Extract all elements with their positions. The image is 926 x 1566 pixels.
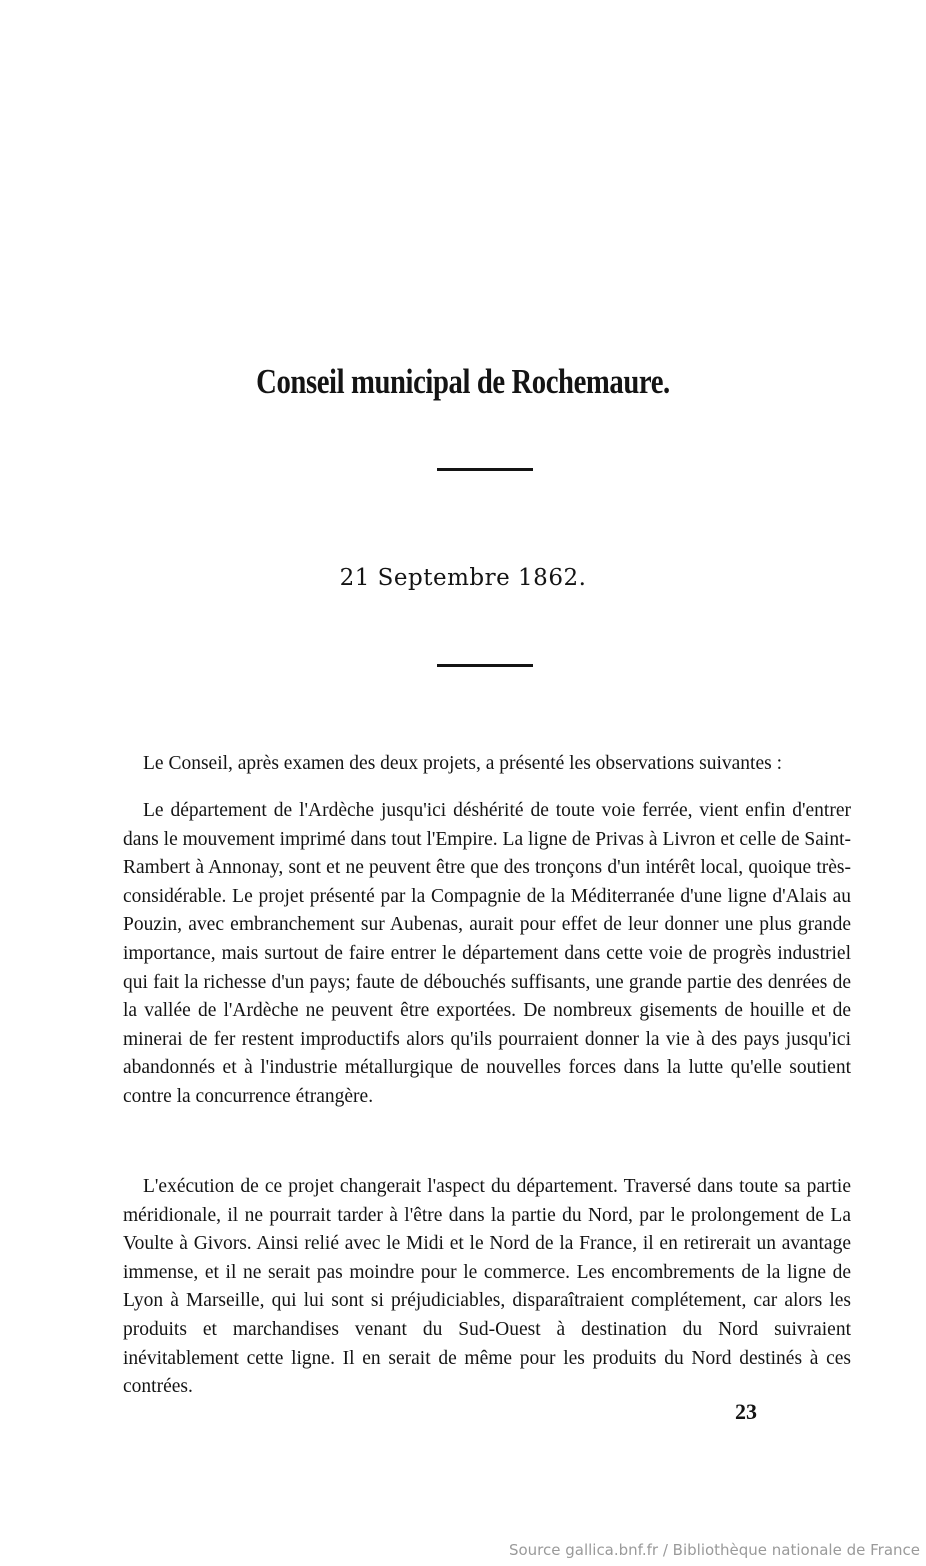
separator-rule (437, 468, 533, 471)
paragraph: Le Conseil, après examen des deux projets, a présenté les observations suivantes : (143, 753, 782, 774)
document-title: Conseil municipal de Rochemaure. (256, 362, 670, 401)
paragraph: L'exécution de ce projet changerait l'aspect du département. Traversé dans toute sa partie méridionale, il ne pourrait tarder à l'être dans la partie du Nord, par le prolongement de La Voulte à Givors. Ainsi relié avec le Midi et le Nord de la France, il en retirerait un avantage immense, et il ne serait pas moindre pour le commerce. Les encombrements de la ligne de Lyon à Marseille, qui lui sont si préjudiciables, disparaîtraient complétement, car alors les produits et marchandises venant du Sud-Ouest à destination du Nord suivraient inévitablement cette ligne. Il en serait de même pour les produits du Nord destinés à ces contrées. (123, 1176, 851, 1398)
source-attribution: Source gallica.bnf.fr / Bibliothèque nationale de France (508, 1541, 920, 1559)
paragraph: Le département de l'Ardèche jusqu'ici déshérité de toute voie ferrée, vient enfin d'entrer dans le mouvement imprimé dans tout l'Empire. La ligne de Privas à Livron et celle de Saint-Rambert à Annonay, sont et ne peuvent être que des tronçons d'un intérêt local, quoique très-considérable. Le projet présenté par la Compagnie de la Méditerranée d'une ligne d'Alais au Pouzin, avec embranchement sur Aubenas, aurait pour effet de leur donner une plus grande importance, mais surtout de faire entrer le département dans cette voie de progrès industriel qui fait la richesse d'un pays; faute de débouchés suffisants, une grande partie des denrées de la vallée de l'Ardèche ne peuvent être exportées. De nombreux gisements de houille et de minerai de fer restent improductifs alors qu'ils pourraient donner la vie à des pays jusqu'ici abandonnés et à l'industrie métallurgique de nouvelles forces dans la lutte qu'elle soutient contre la concurrence étrangère. (123, 800, 851, 1107)
document-date: 21 Septembre 1862. (339, 565, 587, 591)
separator-rule (437, 664, 533, 667)
page-number: 23 (735, 1399, 757, 1424)
